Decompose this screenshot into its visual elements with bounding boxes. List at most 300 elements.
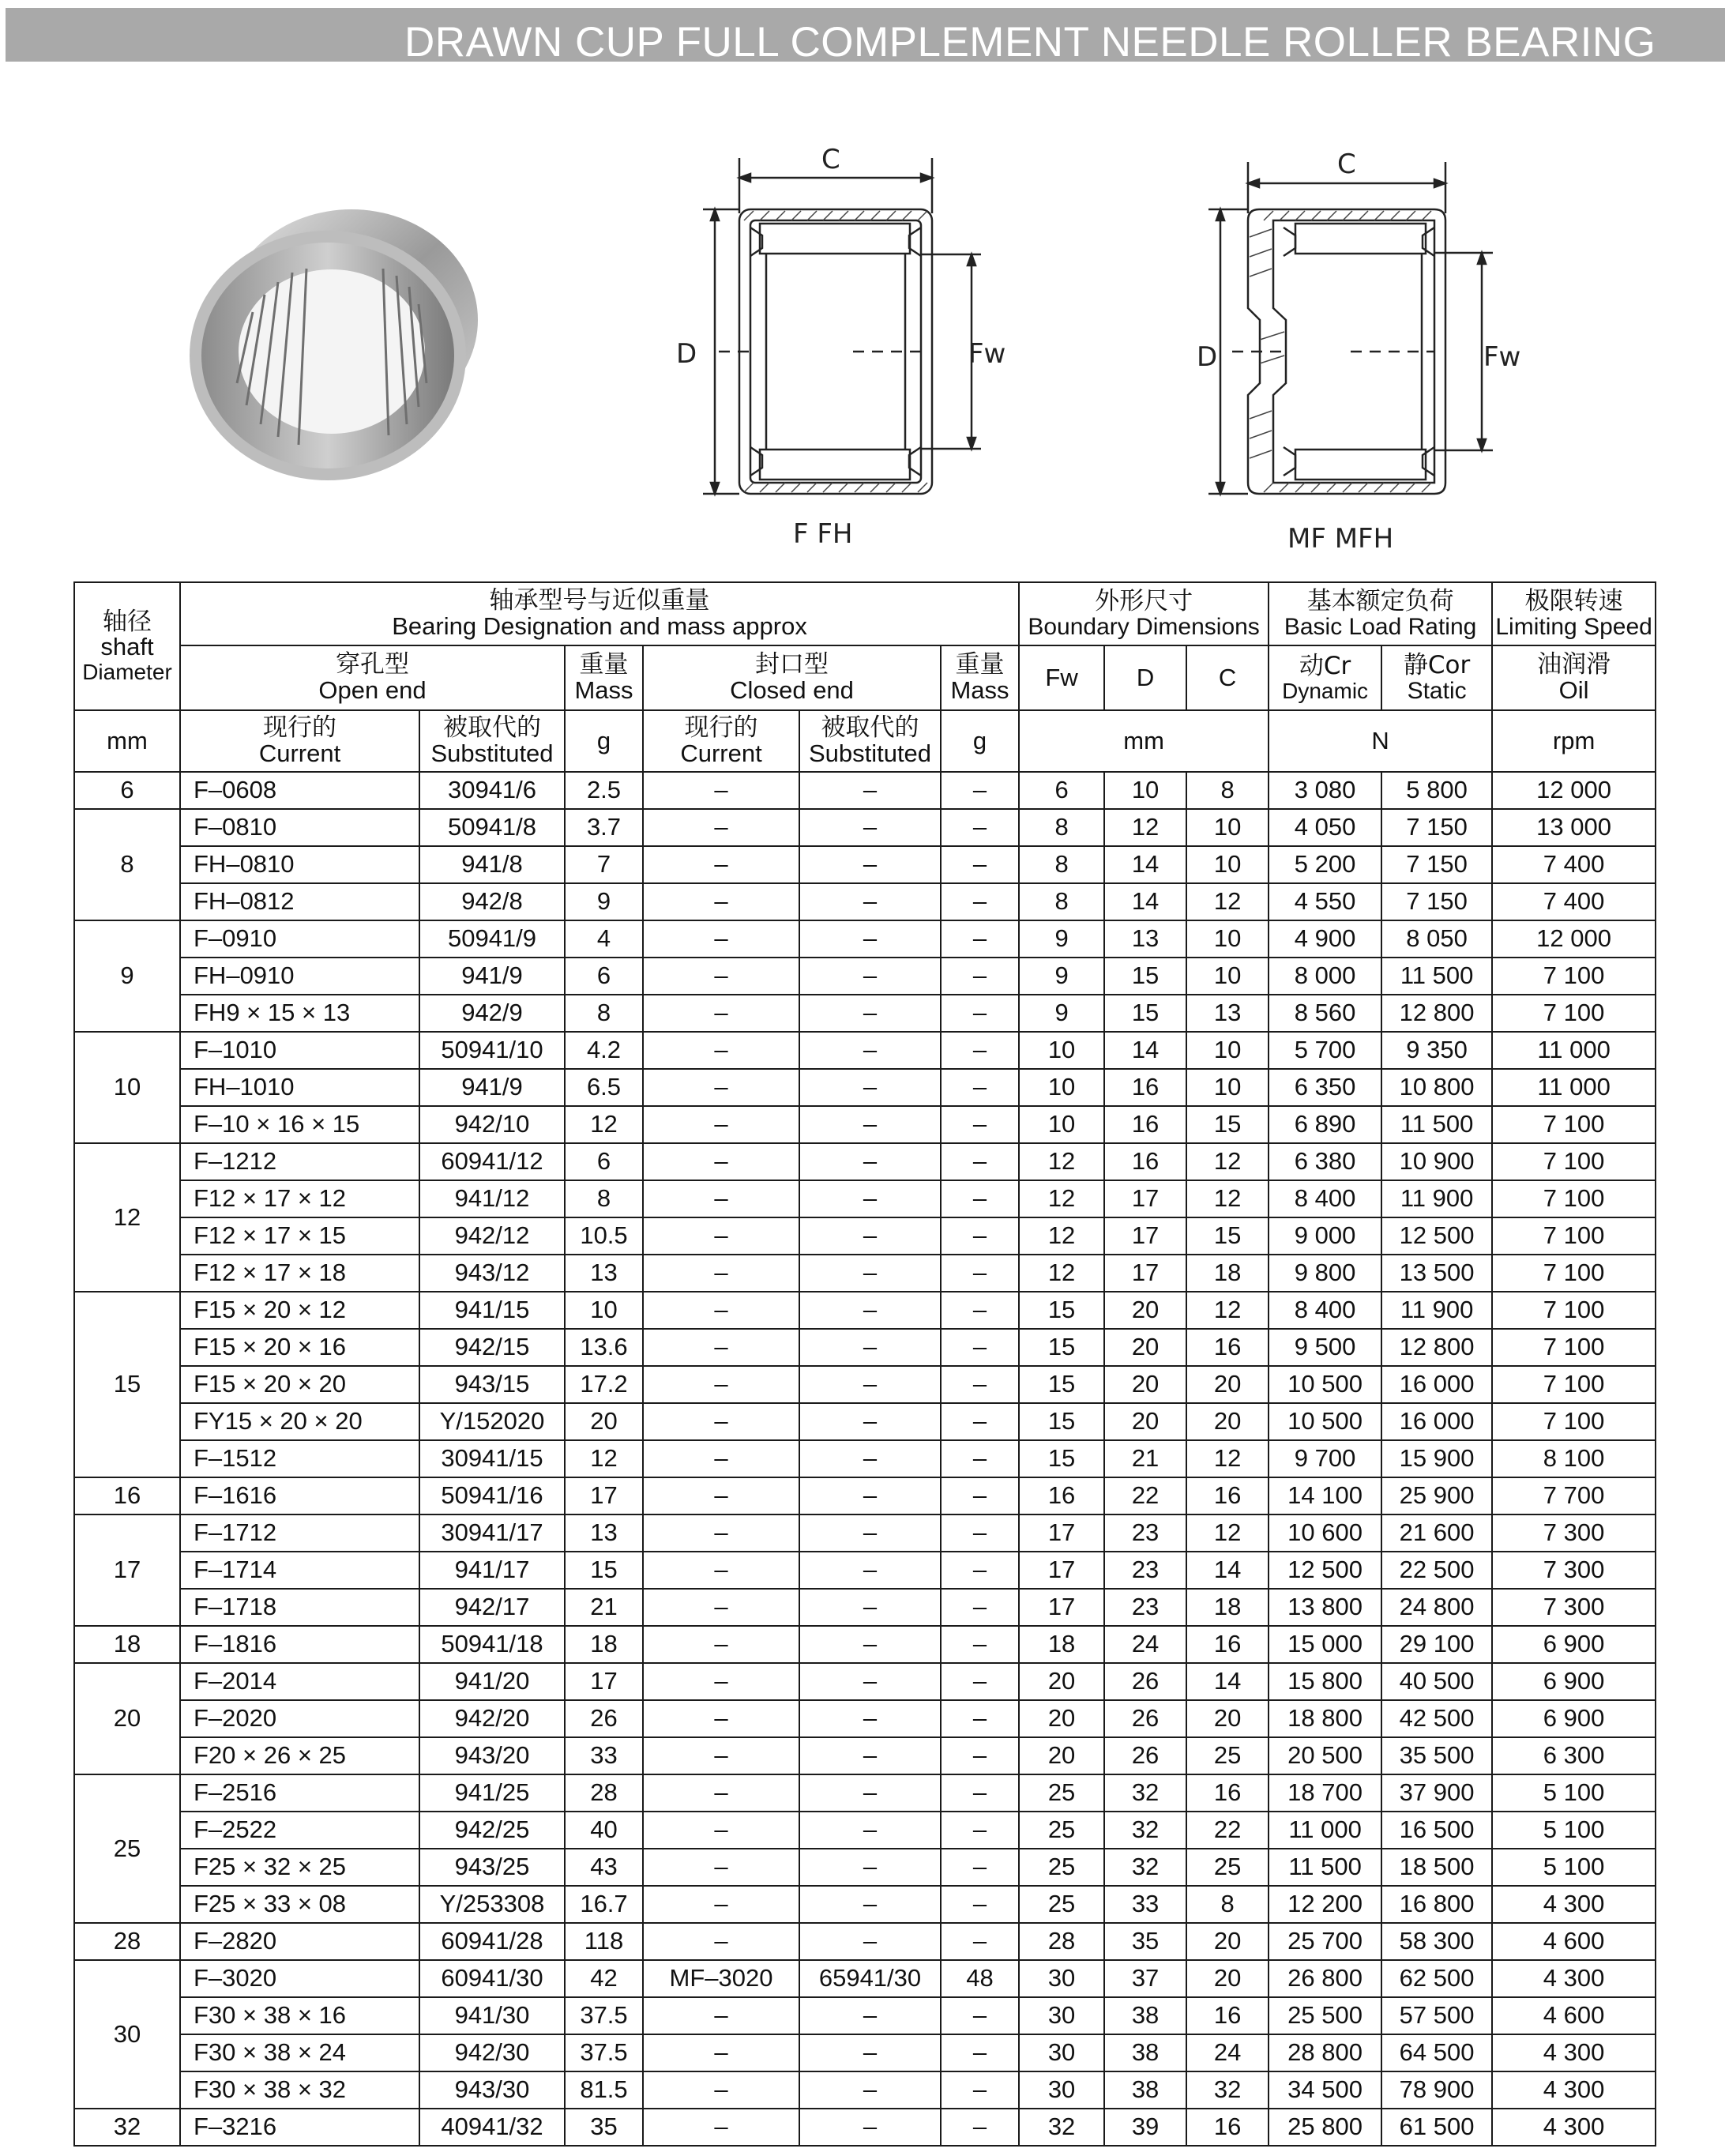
table-cell: F–2516 [180, 1774, 419, 1812]
table-cell: 58 300 [1381, 1923, 1492, 1960]
table-cell: – [941, 1180, 1019, 1217]
header-speed: 极限转速 Limiting Speed [1492, 582, 1656, 645]
table-cell: F–1616 [180, 1477, 419, 1514]
table-row [74, 1812, 1656, 1849]
table-cell: 941/25 [419, 1774, 565, 1812]
header-open-end: 穿孔型 Open end [180, 645, 565, 710]
table-cell: 4 300 [1492, 2034, 1656, 2071]
table-cell: 8 [1019, 809, 1104, 846]
table-row [74, 958, 1656, 995]
table-cell: – [941, 1477, 1019, 1514]
table-cell: 118 [565, 1923, 643, 1960]
table-cell: 13.6 [565, 1329, 643, 1366]
table-row [74, 1292, 1656, 1329]
table-cell: – [941, 1626, 1019, 1663]
table-cell: 7 300 [1492, 1552, 1656, 1589]
header-static: 静Cor Static [1381, 645, 1492, 710]
shaft-diameter-cell: 6 [74, 772, 180, 809]
table-row [74, 1366, 1656, 1403]
table-cell: F–2020 [180, 1700, 419, 1737]
table-cell: 16 [1104, 1069, 1186, 1106]
table-cell: 20 [1186, 1403, 1269, 1440]
table-cell: – [643, 1886, 799, 1923]
table-cell: 8 [565, 995, 643, 1032]
table-cell: 7 100 [1492, 1292, 1656, 1329]
table-cell: 7 100 [1492, 1217, 1656, 1255]
table-cell: F–2014 [180, 1663, 419, 1700]
table-cell: F25 × 32 × 25 [180, 1849, 419, 1886]
table-cell: – [799, 772, 941, 809]
table-row [74, 772, 1656, 809]
table-cell: 25 [1019, 1812, 1104, 1849]
table-cell: 7 [565, 846, 643, 883]
table-cell: – [799, 1552, 941, 1589]
table-cell: – [643, 958, 799, 995]
table-row [74, 1552, 1656, 1589]
table-cell: 942/10 [419, 1106, 565, 1143]
table-cell: 12 [565, 1440, 643, 1477]
table-cell: 42 500 [1381, 1700, 1492, 1737]
table-cell: 13 500 [1381, 1255, 1492, 1292]
table-row [74, 1886, 1656, 1923]
table-cell: – [941, 1032, 1019, 1069]
table-cell: – [941, 1106, 1019, 1143]
table-cell: 942/8 [419, 883, 565, 920]
table-cell: 16 000 [1381, 1366, 1492, 1403]
table-cell: 15 [1104, 958, 1186, 995]
table-cell: 5 800 [1381, 772, 1492, 809]
table-cell: 26 [565, 1700, 643, 1737]
table-cell: – [643, 2034, 799, 2071]
table-cell: 12 000 [1492, 772, 1656, 809]
table-cell: 35 [565, 2109, 643, 2146]
table-cell: 9 [565, 883, 643, 920]
table-cell: 24 [1104, 1626, 1186, 1663]
table-cell: 8 560 [1269, 995, 1381, 1032]
table-cell: 10 [1186, 1032, 1269, 1069]
table-cell: – [941, 1552, 1019, 1589]
table-cell: 37 900 [1381, 1774, 1492, 1812]
table-cell: 7 700 [1492, 1477, 1656, 1514]
table-cell: 6 380 [1269, 1143, 1381, 1180]
shaft-diameter-cell: 8 [74, 809, 180, 920]
unit-mm: mm [74, 710, 180, 772]
header-shaft: 轴径 shaft Diameter [74, 582, 180, 710]
table-row [74, 2109, 1656, 2146]
table-cell: 37 [1104, 1960, 1186, 1997]
table-cell: 22 500 [1381, 1552, 1492, 1589]
table-cell: 12 500 [1269, 1552, 1381, 1589]
header-designation: 轴承型号与近似重量 Bearing Designation and mass approx [180, 582, 1019, 645]
table-cell: 8 050 [1381, 920, 1492, 958]
table-cell: 16 [1186, 1774, 1269, 1812]
table-cell: – [643, 920, 799, 958]
table-cell: 16 [1186, 1329, 1269, 1366]
table-cell: 23 [1104, 1552, 1186, 1589]
table-cell: 10 [1186, 1069, 1269, 1106]
table-cell: – [643, 772, 799, 809]
table-cell: F12 × 17 × 18 [180, 1255, 419, 1292]
table-cell: 4 050 [1269, 809, 1381, 846]
table-cell: 13 800 [1269, 1589, 1381, 1626]
drawing-f-fh [671, 142, 1019, 553]
table-cell: 8 100 [1492, 1440, 1656, 1477]
table-row [74, 920, 1656, 958]
table-row [74, 846, 1656, 883]
table-cell: 941/12 [419, 1180, 565, 1217]
table-cell: 12 [1186, 1143, 1269, 1180]
table-cell: 37.5 [565, 2034, 643, 2071]
table-row [74, 1329, 1656, 1366]
table-cell: – [799, 1440, 941, 1477]
table-cell: 32 [1019, 2109, 1104, 2146]
table-cell: – [941, 1069, 1019, 1106]
table-cell: – [643, 1366, 799, 1403]
table-cell: 943/12 [419, 1255, 565, 1292]
table-cell: – [799, 1106, 941, 1143]
table-cell: – [941, 1403, 1019, 1440]
table-cell: – [643, 1069, 799, 1106]
table-cell: – [941, 1700, 1019, 1737]
table-cell: 30941/15 [419, 1440, 565, 1477]
table-cell: 9 [1019, 995, 1104, 1032]
shaft-diameter-cell: 28 [74, 1923, 180, 1960]
table-cell: – [799, 995, 941, 1032]
bearing-photo [182, 194, 490, 486]
header-mass: 重量 Mass [565, 645, 643, 710]
table-cell: 16 [1104, 1106, 1186, 1143]
table-cell: – [643, 995, 799, 1032]
table-cell: 60941/30 [419, 1960, 565, 1997]
shaft-diameter-cell: 17 [74, 1514, 180, 1626]
table-cell: 4 300 [1492, 1886, 1656, 1923]
table-cell: 24 800 [1381, 1589, 1492, 1626]
table-row [74, 1180, 1656, 1217]
table-cell: – [643, 1180, 799, 1217]
table-cell: – [941, 995, 1019, 1032]
header-c: C [1186, 645, 1269, 710]
table-cell: 20 [565, 1403, 643, 1440]
table-cell: – [799, 809, 941, 846]
shaft-diameter-cell: 15 [74, 1292, 180, 1477]
table-cell: – [941, 2071, 1019, 2109]
table-cell: – [799, 1663, 941, 1700]
table-cell: – [799, 2109, 941, 2146]
table-cell: 943/25 [419, 1849, 565, 1886]
title-banner [6, 8, 1725, 66]
table-cell: – [941, 958, 1019, 995]
table-cell: 12 [1186, 1292, 1269, 1329]
table-cell: – [643, 1217, 799, 1255]
table-cell: 10 [1104, 772, 1186, 809]
table-cell: 6.5 [565, 1069, 643, 1106]
table-cell: 942/17 [419, 1589, 565, 1626]
table-cell: – [799, 2071, 941, 2109]
table-cell: 50941/18 [419, 1626, 565, 1663]
table-cell: 50941/16 [419, 1477, 565, 1514]
table-cell: 23 [1104, 1589, 1186, 1626]
table-cell: – [941, 2109, 1019, 2146]
table-cell: 35 500 [1381, 1737, 1492, 1774]
table-cell: – [643, 1997, 799, 2034]
shaft-diameter-cell: 18 [74, 1626, 180, 1663]
table-cell: Y/253308 [419, 1886, 565, 1923]
table-cell: 13 [565, 1514, 643, 1552]
table-cell: 10 [1019, 1032, 1104, 1069]
table-cell: FY15 × 20 × 20 [180, 1403, 419, 1440]
table-cell: 7 400 [1492, 846, 1656, 883]
table-cell: 20 [1104, 1329, 1186, 1366]
drawing-mf-mfh [1185, 142, 1532, 553]
table-cell: 7 100 [1492, 1180, 1656, 1217]
table-cell: 10 [1186, 809, 1269, 846]
table-cell: 17 [1104, 1255, 1186, 1292]
table-cell: 25 500 [1269, 1997, 1381, 2034]
table-cell: 30941/17 [419, 1514, 565, 1552]
table-cell: – [799, 1069, 941, 1106]
table-cell: 21 600 [1381, 1514, 1492, 1552]
table-cell: 6 900 [1492, 1626, 1656, 1663]
table-cell: 941/17 [419, 1552, 565, 1589]
table-cell: 8 [1186, 772, 1269, 809]
unit-g: g [565, 710, 643, 772]
table-cell: 12 [1186, 1514, 1269, 1552]
table-cell: 42 [565, 1960, 643, 1997]
dim-d-left: D [676, 338, 697, 370]
table-cell: 12 [1019, 1217, 1104, 1255]
table-cell: 12 [1104, 809, 1186, 846]
table-row [74, 995, 1656, 1032]
table-cell: 943/30 [419, 2071, 565, 2109]
table-cell: 14 [1104, 846, 1186, 883]
table-cell: 15 000 [1269, 1626, 1381, 1663]
table-cell: 10 900 [1381, 1143, 1492, 1180]
table-cell: 16 [1186, 2109, 1269, 2146]
table-cell: 7 100 [1492, 1106, 1656, 1143]
table-cell: – [643, 1737, 799, 1774]
table-cell: 15 [1019, 1366, 1104, 1403]
table-cell: 40 [565, 1812, 643, 1849]
table-cell: 17 [1019, 1514, 1104, 1552]
table-cell: 7 100 [1492, 1329, 1656, 1366]
table-cell: 64 500 [1381, 2034, 1492, 2071]
table-cell: 16 [1186, 1997, 1269, 2034]
table-cell: MF–3020 [643, 1960, 799, 1997]
table-cell: F–0810 [180, 809, 419, 846]
table-cell: 6 300 [1492, 1737, 1656, 1774]
table-cell: 7 100 [1492, 1143, 1656, 1180]
table-cell: – [643, 1292, 799, 1329]
table-cell: 25 [1186, 1849, 1269, 1886]
table-cell: 29 100 [1381, 1626, 1492, 1663]
table-cell: – [799, 1143, 941, 1180]
table-cell: 9 000 [1269, 1217, 1381, 1255]
table-cell: 4 900 [1269, 920, 1381, 958]
dim-fw-right: Fw [1483, 341, 1521, 373]
table-cell: F–0910 [180, 920, 419, 958]
table-row [74, 809, 1656, 846]
table-cell: 21 [1104, 1440, 1186, 1477]
table-cell: 5 700 [1269, 1032, 1381, 1069]
table-cell: 18 [1186, 1255, 1269, 1292]
table-cell: 5 200 [1269, 846, 1381, 883]
table-cell: FH9 × 15 × 13 [180, 995, 419, 1032]
table-cell: 15 [1186, 1217, 1269, 1255]
table-cell: 24 [1186, 2034, 1269, 2071]
header-load-rating: 基本额定负荷 Basic Load Rating [1269, 582, 1492, 645]
table-body [74, 772, 1656, 2146]
table-row [74, 2071, 1656, 2109]
table-cell: F–1712 [180, 1514, 419, 1552]
table-cell: 941/9 [419, 1069, 565, 1106]
table-row [74, 1514, 1656, 1552]
table-cell: 942/25 [419, 1812, 565, 1849]
shaft-diameter-cell: 9 [74, 920, 180, 1032]
table-row [74, 1106, 1656, 1143]
table-cell: – [643, 1589, 799, 1626]
table-cell: F–1010 [180, 1032, 419, 1069]
header-mass-closed: 重量 Mass [941, 645, 1019, 710]
table-cell: 14 [1104, 1032, 1186, 1069]
table-cell: 17.2 [565, 1366, 643, 1403]
caption-mf-mfh: MF MFH [1287, 523, 1394, 555]
table-cell: F–10 × 16 × 15 [180, 1106, 419, 1143]
table-cell: 942/20 [419, 1700, 565, 1737]
table-cell: – [799, 958, 941, 995]
table-cell: – [941, 1255, 1019, 1292]
table-cell: 26 [1104, 1663, 1186, 1700]
table-cell: – [941, 1886, 1019, 1923]
table-cell: – [643, 1923, 799, 1960]
table-cell: – [643, 846, 799, 883]
table-cell: 50941/9 [419, 920, 565, 958]
table-cell: 9 700 [1269, 1440, 1381, 1477]
table-cell: 16 [1019, 1477, 1104, 1514]
table-cell: – [799, 1774, 941, 1812]
table-cell: – [799, 1292, 941, 1329]
table-cell: 20 [1104, 1292, 1186, 1329]
table-cell: FH–1010 [180, 1069, 419, 1106]
table-cell: 13 [565, 1255, 643, 1292]
table-cell: 60941/28 [419, 1923, 565, 1960]
table-row [74, 1737, 1656, 1774]
table-cell: 6 900 [1492, 1663, 1656, 1700]
table-cell: 20 [1104, 1366, 1186, 1403]
table-cell: – [941, 1849, 1019, 1886]
header-closed-end: 封口型 Closed end [643, 645, 941, 710]
table-cell: 38 [1104, 2071, 1186, 2109]
table-cell: 11 900 [1381, 1180, 1492, 1217]
table-cell: F30 × 38 × 16 [180, 1997, 419, 2034]
table-cell: 14 100 [1269, 1477, 1381, 1514]
table-cell: – [941, 809, 1019, 846]
table-cell: – [941, 846, 1019, 883]
table-cell: 10 600 [1269, 1514, 1381, 1552]
table-cell: 17 [565, 1477, 643, 1514]
table-cell: – [799, 1180, 941, 1217]
table-cell: – [643, 2109, 799, 2146]
table-cell: 10 500 [1269, 1403, 1381, 1440]
table-cell: – [799, 1849, 941, 1886]
table-cell: 15 [1019, 1440, 1104, 1477]
table-cell: 10.5 [565, 1217, 643, 1255]
table-cell: 30 [1019, 2071, 1104, 2109]
table-cell: 23 [1104, 1514, 1186, 1552]
table-cell: 20 [1019, 1737, 1104, 1774]
table-cell: – [941, 1812, 1019, 1849]
table-cell: – [799, 1626, 941, 1663]
table-cell: 7 150 [1381, 846, 1492, 883]
table-cell: 941/20 [419, 1663, 565, 1700]
table-cell: 33 [1104, 1886, 1186, 1923]
table-cell: 43 [565, 1849, 643, 1886]
table-cell: 21 [565, 1589, 643, 1626]
table-cell: – [799, 1589, 941, 1626]
table-cell: 14 [1104, 883, 1186, 920]
table-cell: – [643, 1106, 799, 1143]
table-cell: 14 [1186, 1552, 1269, 1589]
table-cell: – [799, 1329, 941, 1366]
table-row [74, 1069, 1656, 1106]
table-cell: 15 [1186, 1106, 1269, 1143]
table-cell: 57 500 [1381, 1997, 1492, 2034]
table-cell: – [799, 1403, 941, 1440]
table-cell: F15 × 20 × 20 [180, 1366, 419, 1403]
table-cell: 4 600 [1492, 1997, 1656, 2034]
table-cell: – [941, 1663, 1019, 1700]
table-cell: – [941, 1774, 1019, 1812]
table-cell: – [941, 1329, 1019, 1366]
table-cell: – [799, 1514, 941, 1552]
table-cell: 40 500 [1381, 1663, 1492, 1700]
table-cell: 4 300 [1492, 2071, 1656, 2109]
table-cell: 10 800 [1381, 1069, 1492, 1106]
table-cell: – [643, 809, 799, 846]
table-cell: 12 000 [1492, 920, 1656, 958]
table-cell: 10 [1019, 1069, 1104, 1106]
table-cell: 18 800 [1269, 1700, 1381, 1737]
table-cell: 12 [1019, 1180, 1104, 1217]
table-cell: 30 [1019, 2034, 1104, 2071]
table-cell: 61 500 [1381, 2109, 1492, 2146]
table-cell: – [643, 1255, 799, 1292]
table-cell: 20 500 [1269, 1737, 1381, 1774]
table-cell: 12 [1019, 1143, 1104, 1180]
table-cell: – [941, 1217, 1019, 1255]
table-cell: F30 × 38 × 24 [180, 2034, 419, 2071]
table-cell: – [799, 1737, 941, 1774]
table-cell: 25 800 [1269, 2109, 1381, 2146]
table-cell: 28 800 [1269, 2034, 1381, 2071]
table-cell: 4 550 [1269, 883, 1381, 920]
table-cell: – [643, 2071, 799, 2109]
table-cell: 943/15 [419, 1366, 565, 1403]
table-cell: 2.5 [565, 772, 643, 809]
table-cell: 941/9 [419, 958, 565, 995]
table-cell: – [941, 1143, 1019, 1180]
table-cell: 15 [1019, 1329, 1104, 1366]
table-cell: 9 500 [1269, 1329, 1381, 1366]
table-cell: 81.5 [565, 2071, 643, 2109]
caption-f-fh: F FH [793, 518, 853, 550]
shaft-diameter-cell: 12 [74, 1143, 180, 1292]
table-cell: F15 × 20 × 12 [180, 1292, 419, 1329]
table-cell: FH–0910 [180, 958, 419, 995]
dim-fw-left: Fw [968, 338, 1006, 370]
table-cell: 48 [941, 1960, 1019, 1997]
table-cell: 35 [1104, 1923, 1186, 1960]
table-cell: 50941/8 [419, 809, 565, 846]
